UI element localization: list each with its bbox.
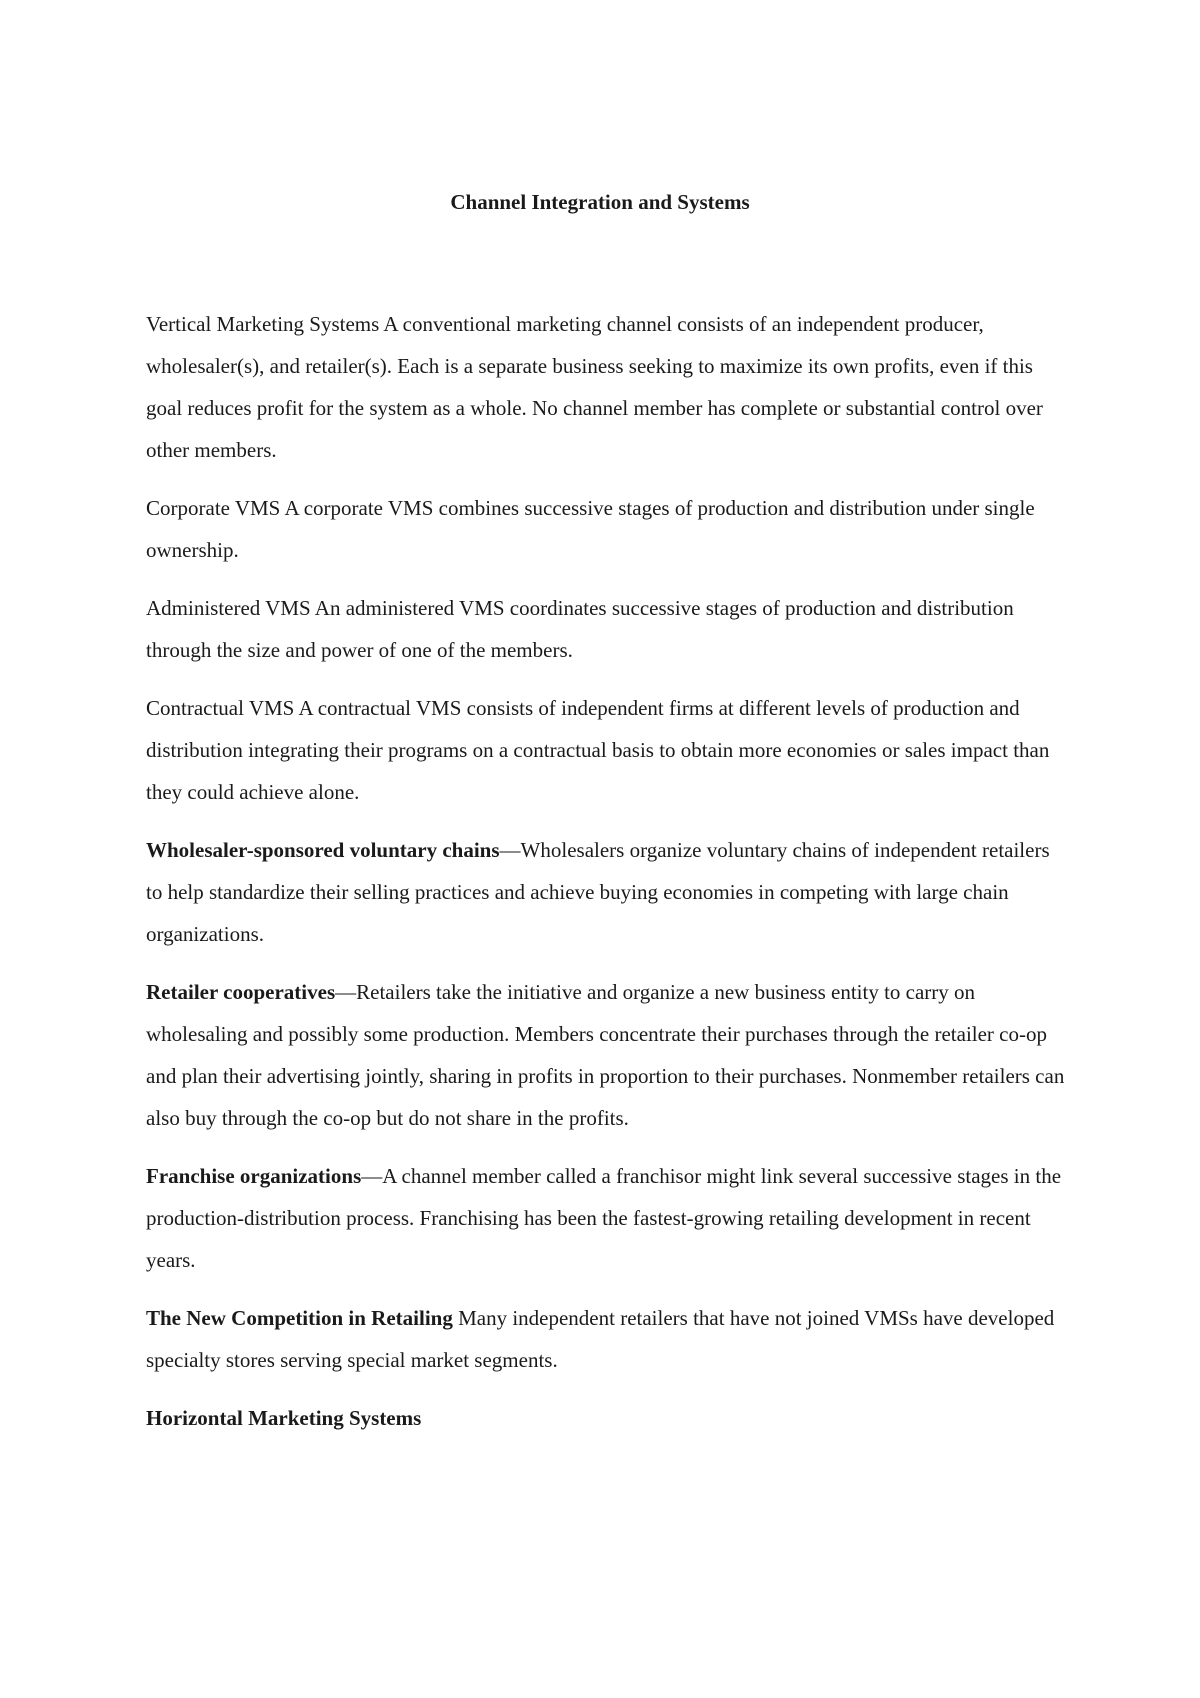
paragraph-text: Many independent retailers that have not joined VMSs have developed specialty stores serving special market segments. [146, 1306, 1055, 1372]
paragraph-retailer-cooperatives [146, 971, 1066, 1139]
section-heading-horizontal-marketing-systems: Horizontal Marketing Systems [146, 1406, 422, 1430]
document-title: Channel Integration and Systems [450, 190, 750, 214]
paragraph-lead: Retailer cooperatives [146, 980, 336, 1004]
paragraph-corporate-vms [146, 487, 1066, 571]
paragraph-text: —Retailers take the initiative and organize a new business entity to carry on wholesaling and possibly some production. Members concentrate their purchases through the retailer co-op and plan their advertising jointly, sharing in profits in proportion to their purchases. Nonmember retailers can also buy through the co-op but do not share in the profits. [146, 980, 1065, 1130]
paragraph-text: Corporate VMS A corporate VMS combines successive stages of production and distribution under single ownership. [146, 496, 1035, 562]
paragraph-text: Vertical Marketing Systems A conventional marketing channel consists of an independent producer, wholesaler(s), and retailer(s). Each is a separate business seeking to maximize its own profits, even if this goal reduces profit for the system as a whole. No channel member has complete or substantial control over other members. [146, 312, 1043, 462]
paragraph-vertical-marketing-systems [146, 303, 1066, 471]
paragraph-wholesaler-chains [146, 829, 1066, 955]
document-body [146, 303, 1066, 1439]
paragraph-text: Administered VMS An administered VMS coordinates successive stages of production and distribution through the size and power of one of the members. [146, 596, 1014, 662]
paragraph-text: —Wholesalers organize voluntary chains of independent retailers to help standardize their selling practices and achieve buying economies in competing with large chain organizations. [146, 838, 1050, 946]
paragraph-lead: Wholesaler-sponsored voluntary chains [146, 838, 500, 862]
paragraph-text: Contractual VMS A contractual VMS consists of independent firms at different levels of production and distribution integrating their programs on a contractual basis to obtain more economies or sales impact than they could achieve alone. [146, 696, 1050, 804]
paragraph-new-competition [146, 1297, 1066, 1381]
paragraph-franchise-organizations [146, 1155, 1066, 1281]
paragraph-text: —A channel member called a franchisor might link several successive stages in the production-distribution process. Franchising has been the fastest-growing retailing development in recent years. [146, 1164, 1062, 1272]
paragraph-administered-vms [146, 587, 1066, 671]
paragraph-lead: Franchise organizations [146, 1164, 362, 1188]
paragraph-contractual-vms [146, 687, 1066, 813]
paragraph-lead: The New Competition in Retailing [146, 1306, 453, 1330]
